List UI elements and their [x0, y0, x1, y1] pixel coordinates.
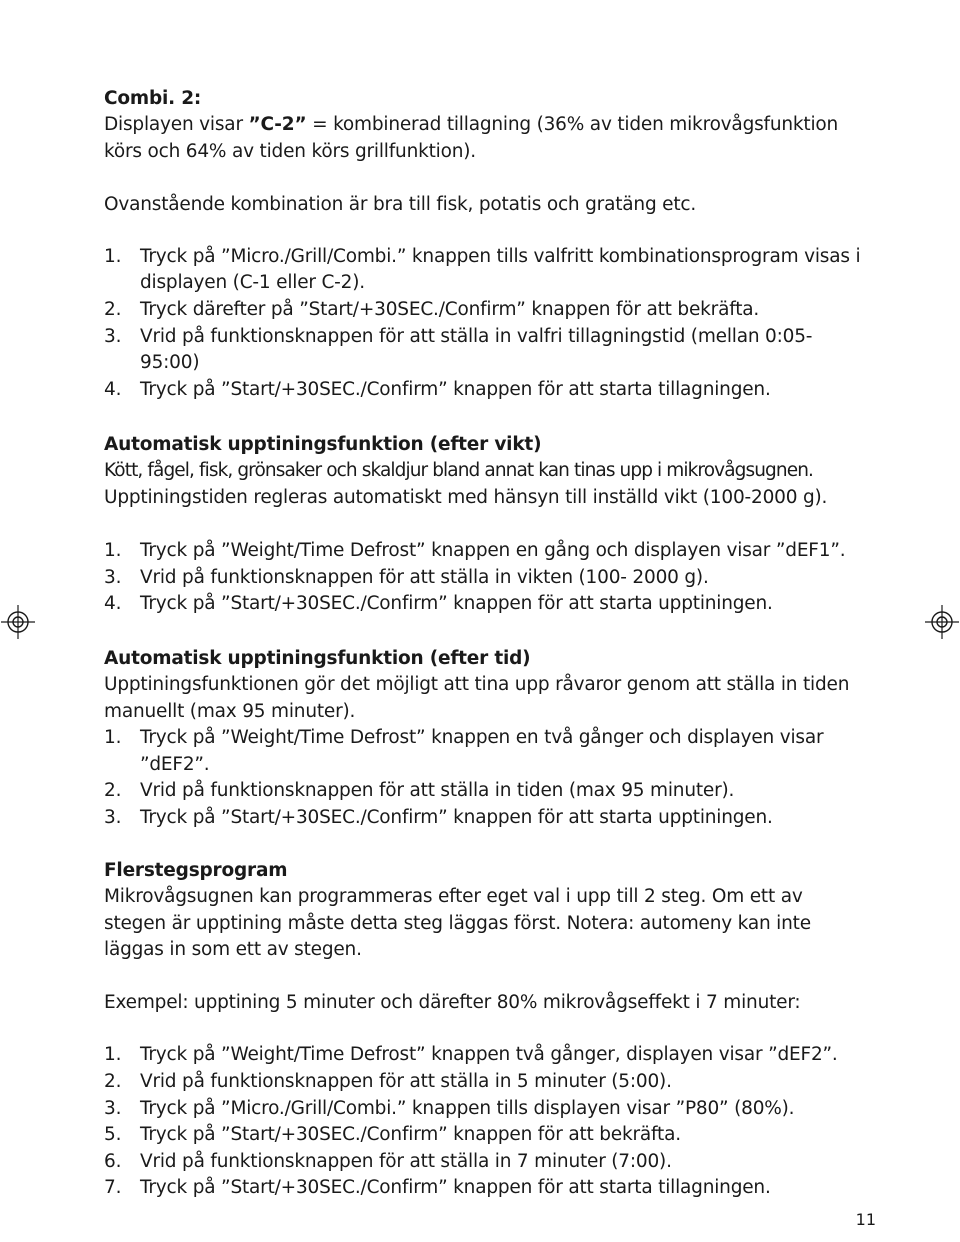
multistage-heading: Flerstegsprogram [104, 860, 288, 881]
combi2-line1 [104, 112, 864, 139]
step-number: 1. [104, 245, 122, 267]
combi2-line2: körs och 64% av tiden körs grillfunktion). [104, 140, 476, 162]
list-item [104, 725, 864, 778]
step-number: 2. [104, 1070, 122, 1092]
list-item [104, 805, 864, 832]
step-number: 2. [104, 298, 122, 320]
multistage-section [104, 858, 864, 1202]
step-number: 7. [104, 1177, 122, 1199]
defrost-weight-section [104, 432, 864, 618]
step-text: Tryck på ”Start/+30SEC./Confirm” knappen för att starta tillagningen. [140, 378, 771, 400]
combi2-line1-prefix: Displayen visar [104, 114, 249, 135]
list-item [104, 538, 864, 565]
step-text: Tryck på ”Micro./Grill/Combi.” knappen tills displayen visar ”P80” (80%). [140, 1097, 795, 1119]
step-text: Tryck på ”Start/+30SEC./Confirm” knappen för att bekräfta. [140, 1124, 681, 1146]
defrost-time-para: Upptiningsfunktionen gör det möjligt att tina upp råvaror genom att ställa in tiden manuellt (max 95 minuter). [104, 674, 850, 722]
step-text: Vrid på funktionsknappen för att ställa in tiden (max 95 minuter). [140, 780, 735, 802]
list-item [104, 591, 864, 618]
list-item [104, 1042, 864, 1069]
defrost-time-heading: Automatisk upptiningsfunktion (efter tid) [104, 648, 531, 669]
list-item [104, 565, 864, 592]
defrost-time-section [104, 646, 864, 832]
step-number: 4. [104, 593, 122, 615]
list-item [104, 1175, 864, 1202]
combi2-note: Ovanstående kombination är bra till fisk, potatis och gratäng etc. [104, 194, 697, 216]
step-text: Tryck på ”Start/+30SEC./Confirm” knappen för att starta upptiningen. [140, 806, 773, 828]
list-item [104, 1149, 864, 1176]
step-number: 4. [104, 378, 122, 400]
defrost-time-steps [104, 725, 864, 831]
step-text: Vrid på funktionsknappen för att ställa in vikten (100- 2000 g). [140, 566, 709, 588]
step-number: 3. [104, 325, 122, 347]
list-item [104, 1122, 864, 1149]
step-number: 3. [104, 566, 122, 588]
step-text: Tryck på ”Weight/Time Defrost” knappen en gång och displayen visar ”dEF1”. [140, 540, 846, 562]
defrost-weight-para1: Kött, fågel, fisk, grönsaker och skaldjur bland annat kan tinas upp i mikrovågsugnen. [104, 460, 814, 481]
combi2-heading: Combi. 2: [104, 88, 202, 109]
list-item [104, 1096, 864, 1123]
combi2-code: ”C-2” [248, 114, 307, 135]
step-number: 3. [104, 806, 122, 828]
list-item [104, 778, 864, 805]
registration-mark-icon [925, 605, 959, 639]
defrost-weight-steps [104, 538, 864, 618]
list-item [104, 297, 864, 324]
step-text: Tryck på ”Start/+30SEC./Confirm” knappen för att starta upptiningen. [140, 593, 773, 615]
step-number: 1. [104, 540, 122, 562]
registration-mark-icon [1, 605, 35, 639]
step-number: 6. [104, 1150, 122, 1172]
defrost-weight-heading: Automatisk upptiningsfunktion (efter vikt) [104, 434, 542, 455]
multistage-example: Exempel: upptining 5 minuter och därefter 80% mikrovågseffekt i 7 minuter: [104, 991, 801, 1013]
step-text: Tryck på ”Weight/Time Defrost” knappen två gånger, displayen visar ”dEF2”. [140, 1044, 838, 1066]
multistage-para: Mikrovågsugnen kan programmeras efter eget val i upp till 2 steg. Om ett av stegen är upptining måste detta steg läggas först. Notera: automeny kan inte läggas in som ett av stegen. [104, 886, 811, 961]
list-item [104, 324, 864, 377]
combi2-section [104, 86, 864, 403]
step-number: 2. [104, 780, 122, 802]
step-text: Vrid på funktionsknappen för att ställa in valfri tillagningstid (mellan 0:05-95:00) [140, 325, 813, 374]
step-text: Tryck på ”Start/+30SEC./Confirm” knappen för att starta tillagningen. [140, 1177, 771, 1199]
step-text: Tryck på ”Weight/Time Defrost” knappen en två gånger och displayen visar ”dEF2”. [140, 727, 824, 775]
list-item [104, 244, 864, 297]
step-text: Vrid på funktionsknappen för att ställa in 7 minuter (7:00). [140, 1150, 672, 1172]
step-number: 5. [104, 1124, 122, 1146]
step-number: 1. [104, 1044, 122, 1066]
step-text: Tryck på ”Micro./Grill/Combi.” knappen tills valfritt kombinationsprogram visas i displayen (C-1 eller C-2). [140, 245, 861, 294]
combi2-line1-suffix: = kombinerad tillagning (36% av tiden mikrovågsfunktion [306, 114, 839, 135]
list-item [104, 1069, 864, 1096]
combi2-steps [104, 244, 864, 404]
list-item [104, 377, 864, 404]
step-number: 3. [104, 1097, 122, 1119]
page-number: 11 [855, 1210, 876, 1229]
step-text: Tryck därefter på ”Start/+30SEC./Confirm” knappen för att bekräfta. [140, 298, 760, 320]
step-text: Vrid på funktionsknappen för att ställa in 5 minuter (5:00). [140, 1070, 672, 1092]
multistage-steps [104, 1042, 864, 1202]
step-number: 1. [104, 727, 122, 749]
defrost-weight-para2: Upptiningstiden regleras automatiskt med hänsyn till inställd vikt (100-2000 g). [104, 486, 828, 508]
